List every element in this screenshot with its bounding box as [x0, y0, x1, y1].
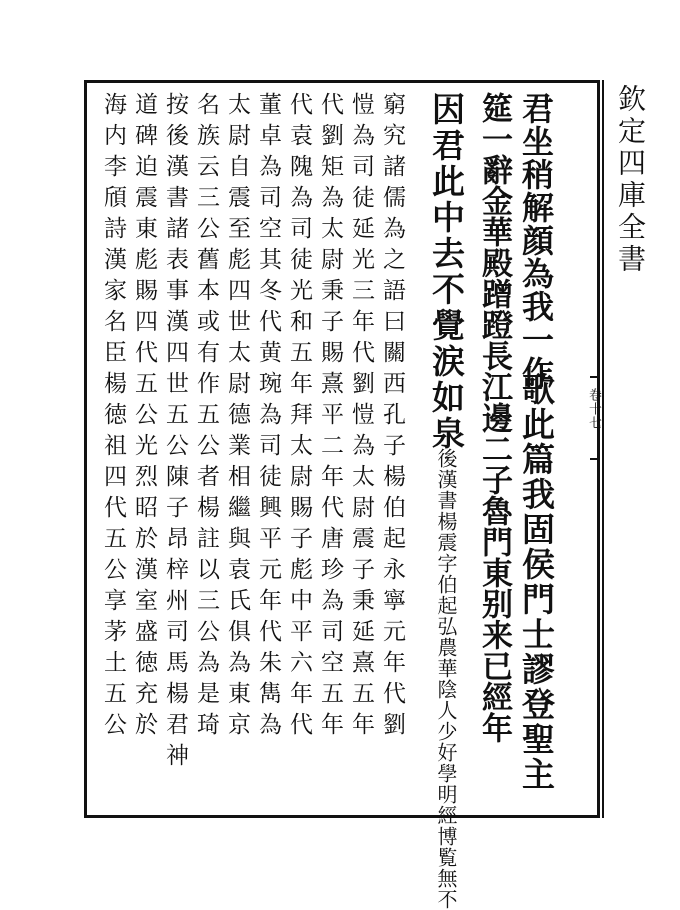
note-text-10: 道碑迫震東彪賜四代五公光烈昭於漢室盛徳充於	[131, 92, 157, 743]
note-text-9: 按後漢書諸表事漢四世五公陳子昂梓州司馬楊君神	[162, 92, 188, 774]
note-column-6	[256, 92, 279, 812]
note-text-5: 代袁隗為司徒光和五年拜太尉賜子彪中平六年代	[286, 92, 312, 743]
note-text-8: 名族云三公舊本或有作五公者楊註以三公為是琦	[193, 92, 219, 743]
note-column-7	[225, 92, 248, 812]
fishtail-mark-top	[590, 376, 600, 378]
note-column-1	[434, 448, 458, 910]
note-column-9	[163, 92, 186, 812]
note-column-11	[101, 92, 124, 812]
verse-text-1: 君坐稍解顔為我一作	[517, 92, 555, 389]
fishtail-mark-bottom	[590, 458, 600, 460]
verse-column-1	[517, 92, 555, 389]
note-column-3	[349, 92, 372, 812]
verse-column-2	[517, 372, 556, 812]
verse-column-4	[427, 92, 466, 452]
note-text-1: 後漢書楊震字伯起弘農華陰人少好學明經博覧無不	[434, 448, 458, 910]
note-text-11: 海内李頎詩漢家名臣楊徳祖四代五公享茅土五公	[100, 92, 126, 743]
verse-text-3: 筵一辭金華殿蹭蹬長江邊二子魯門東别来已經年	[476, 92, 512, 743]
note-column-10	[132, 92, 155, 812]
verse-text-2: 歌此篇我固侯門士謬登聖主	[517, 372, 556, 792]
margin-book-title: 欽定四庫全書	[614, 84, 647, 276]
note-text-2: 窮究諸儒為之語曰關西孔子楊伯起永寧元年代劉	[379, 92, 405, 743]
verse-text-4: 因君此中去不覺涙如泉	[427, 92, 466, 452]
note-column-4	[318, 92, 341, 812]
note-column-5	[287, 92, 310, 812]
note-column-2	[380, 92, 403, 812]
note-text-4: 代劉矩為太尉秉子賜熹平二年代唐珍為司空五年	[317, 92, 343, 743]
note-column-8	[194, 92, 217, 812]
margin-divider	[602, 80, 604, 818]
margin-volume-label: 卷十七	[586, 388, 601, 430]
note-text-6: 董卓為司空其冬代黄琬為司徒興平元年代朱雋為	[255, 92, 281, 743]
note-text-3: 愷為司徒延光三年代劉愷為太尉震子秉延熹五年	[348, 92, 374, 743]
note-text-7: 太尉自震至彪四世太尉德業相繼與袁氏俱為東京	[224, 92, 250, 743]
verse-column-3	[476, 92, 512, 743]
